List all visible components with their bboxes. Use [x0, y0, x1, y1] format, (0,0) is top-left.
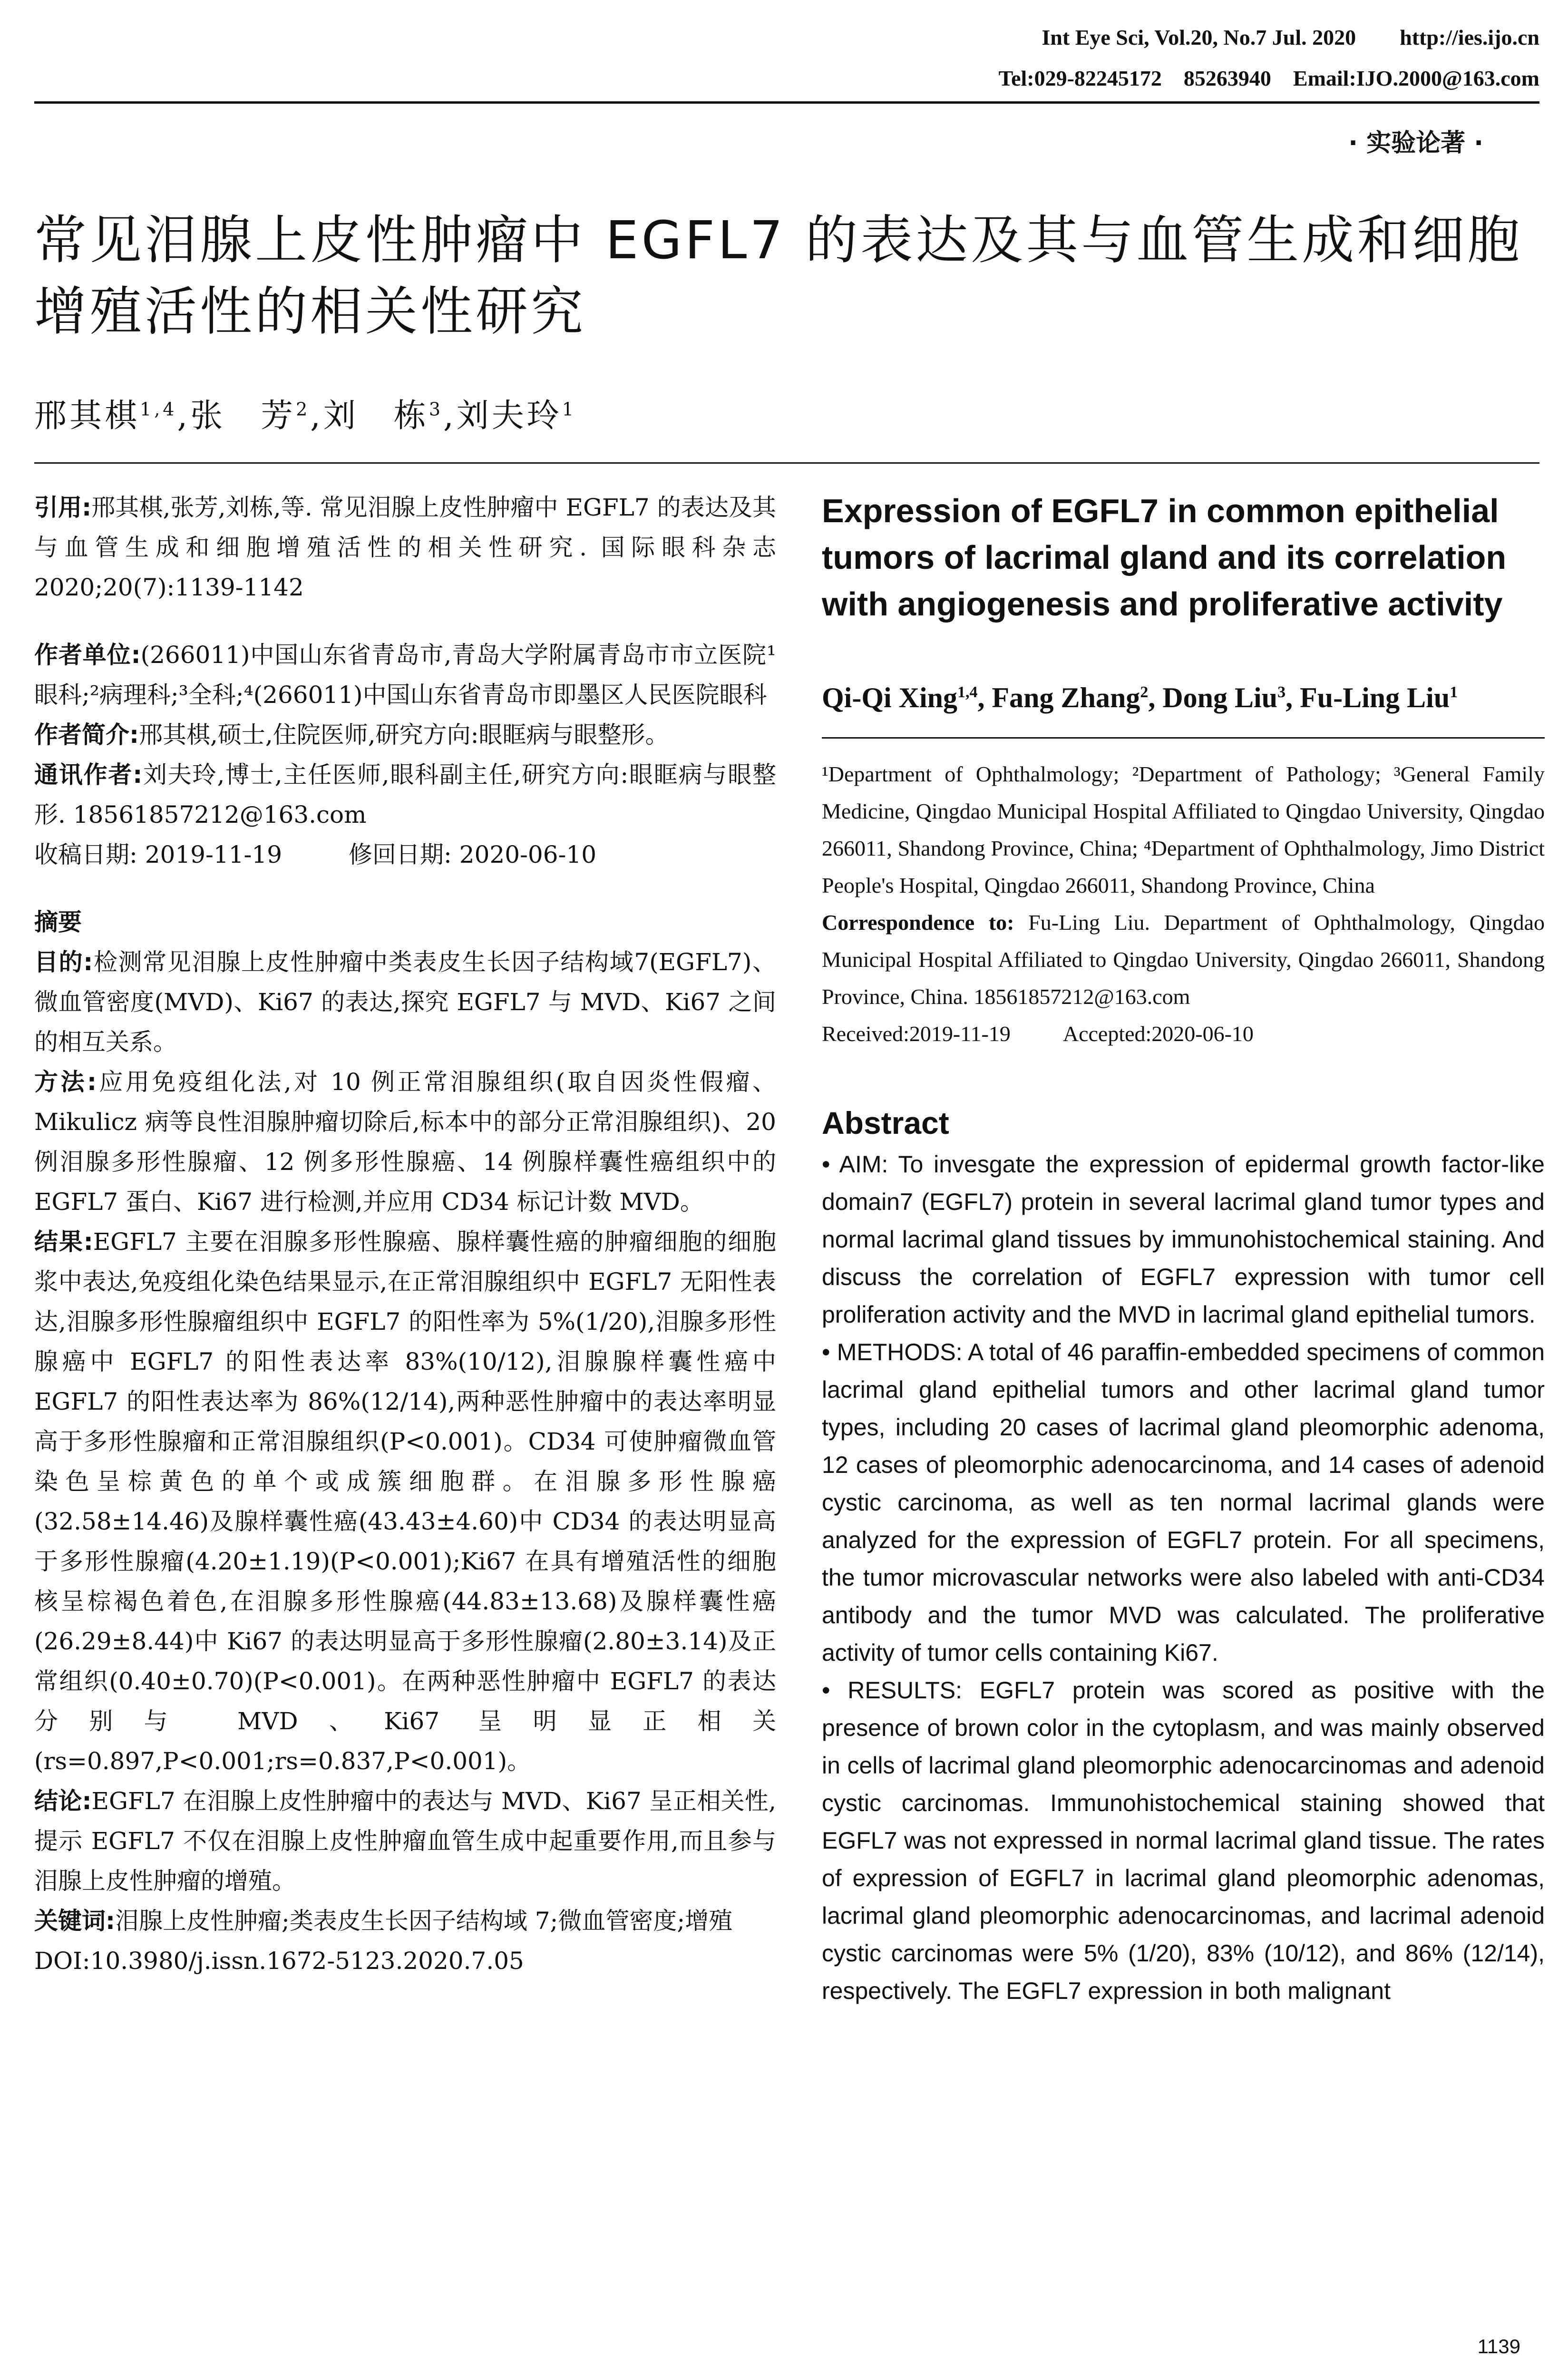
author-bio-zh: 作者简介:邢其棋,硕士,住院医师,研究方向:眼眶病与眼整形。 [34, 721, 669, 749]
doi: DOI:10.3980/j.issn.1672-5123.2020.7.05 [34, 1947, 524, 1975]
page-title-zh: 常见泪腺上皮性肿瘤中 EGFL7 的表达及其与血管生成和细胞增殖活性的相关性研究 [34, 210, 1523, 342]
left-column [34, 487, 776, 1981]
dates-en: Received:2019-11-19 Accepted:2020-06-10 [822, 1022, 1254, 1046]
header-divider [34, 101, 1539, 104]
abstract-results-en: • RESULTS: EGFL7 protein was scored as positive with the presence of brown color in the cytoplasm, and was mainly observed in cells of lacrimal gland pleomorphic adenocarcinomas and adenoid cystic carcinomas. Immunohistochemical staining showed that EGFL7 was not expressed in normal lacrimal gland tissue. The rates of expression of EGFL7 in lacrimal gland pleomorphic adenomas, lacrimal gland pleomorphic adenocarcinomas, and lacrimal adenoid cystic carcinomas were 5% (1/20), 83% (10/12), and 86% (12/14), respectively. The EGFL7 expression in both malignant [822, 1677, 1545, 2004]
keywords-zh: 关键词:泪腺上皮性肿瘤;类表皮生长因子结构域 7;微血管密度;增殖 [34, 1907, 733, 1935]
author-en: Dong Liu$^3$, [1162, 682, 1300, 713]
corresponding-author-zh: 通讯作者:刘夫玲,博士,主任医师,眼科副主任,研究方向:眼眶病与眼整形. 18561857212@163.com [34, 761, 776, 828]
author-divider-en [822, 737, 1545, 739]
page-title-en: Expression of EGFL7 in common epithelial tumors of lacrimal gland and its correlation with angiogenesis and proliferative activity [822, 492, 1507, 623]
abstract-methods-en: • METHODS: A total of 46 paraffin-embedded specimens of common lacrimal gland epithelial tumors and other lacrimal gland tumor types, including 20 cases of lacrimal gland pleomorphic adenoma, 12 cases of pleomorphic adenocarcinoma, and 14 cases of adenoid cystic carcinoma, as well as ten normal lacrimal glands were analyzed for the expression of EGFL7 protein. For all specimens, the tumor microvascular networks were also labeled with anti-CD34 antibody and the tumor MVD was calculated. The proliferative activity of tumor cells containing Ki67. [822, 1339, 1545, 1666]
author-list-en [822, 671, 1545, 719]
abstract-conclusion-zh: 结论:EGFL7 在泪腺上皮性肿瘤中的表达与 MVD、Ki67 呈正相关性,提示 EGFL7 不仅在泪腺上皮性肿瘤血管生成中起重要作用,而且参与泪腺上皮性肿瘤的增殖。 [34, 1787, 776, 1895]
section-tag: · 实验论著 · [1348, 129, 1483, 157]
author-list-zh [34, 390, 576, 436]
citation: 引用:邢其棋,张芳,刘栋,等. 常见泪腺上皮性肿瘤中 EGFL7 的表达及其与血管生成和细胞增殖活性的相关性研究. 国际眼科杂志 2020;20(7):1139-1142 [34, 494, 776, 601]
author-zh: 张 芳$^2$, [190, 397, 323, 435]
journal-header-line2: Tel:029-82245172 85263940 Email:IJO.2000@163.com [998, 66, 1539, 90]
abstract-aim-en: • AIM: To invesgate the expression of epidermal growth factor-like domain7 (EGFL7) protein in several lacrimal gland tumor types and normal lacrimal gland tissues by immunohistochemical staining. And discuss the correlation of EGFL7 expression with tumor cell proliferation activity and the MVD in lacrimal gland epithelial tumors. [822, 1151, 1545, 1328]
dates-zh: 收稿日期: 2019-11-19 修回日期: 2020-06-10 [34, 841, 597, 868]
author-affiliation-zh: 作者单位:(266011)中国山东省青岛市,青岛大学附属青岛市市立医院¹眼科;²病理科;³全科;⁴(266011)中国山东省青岛市即墨区人民医院眼科 [34, 641, 776, 709]
correspondence-en: Correspondence to: Fu-Ling Liu. Department of Ophthalmology, Qingdao Municipal Hospital Affiliated to Qingdao University, Qingdao 266011, Shandong Province, China. 18561857212@163.com [822, 910, 1545, 1009]
affiliations-en: ¹Department of Ophthalmology; ²Department of Pathology; ³General Family Medicine, Qingdao Municipal Hospital Affiliated to Qingdao University, Qingdao 266011, Shandong Province, China; ⁴Department of Ophthalmology, Jimo District People's Hospital, Qingdao 266011, Shandong Province, China [822, 762, 1545, 897]
abstract-methods-zh: 方法:应用免疫组化法,对 10 例正常泪腺组织(取自因炎性假瘤、Mikulicz 病等良性泪腺肿瘤切除后,标本中的部分正常泪腺组织)、20 例泪腺多形性腺瘤、12 例多形性腺癌、14 例腺样囊性癌组织中的 EGFL7 蛋白、Ki67 进行检测,并应用 CD34 标记计数 MVD。 [34, 1068, 777, 1216]
title-divider [34, 462, 1539, 464]
author-zh: 邢其棋$^{1,4}$, [34, 397, 191, 435]
abstract-results-zh: 结果:EGFL7 主要在泪腺多形性腺癌、腺样囊性癌的肿瘤细胞的细胞浆中表达,免疫组化染色结果显示,在正常泪腺组织中 EGFL7 无阳性表达,泪腺多形性腺瘤组织中 EGFL7 的阳性率为 5%(1/20),泪腺多形性腺癌中 EGFL7 的阳性表达率 83%(10/12),泪腺腺样囊性癌中 EGFL7 的阳性表达率为 86%(12/14),两种恶性肿瘤中的表达率明显高于多形性腺瘤和正常泪腺组织(P<0.001)。CD34 可使肿瘤微血管染色呈棕黄色的单个或成簇细胞群。在泪腺多形性腺癌(32.58±14.46)及腺样囊性癌(43.43±4.60)中 CD34 的表达明显高于多形性腺瘤(4.20±1.19)(P<0.001);Ki67 在具有增殖活性的细胞核呈棕褐色着色,在泪腺多形性腺癌(44.83±13.68)及腺样囊性癌(26.29±8.44)中 Ki67 的表达明显高于多形性腺瘤(2.80±3.14)及正常组织(0.40±0.70)(P<0.001)。在两种恶性肿瘤中 EGFL7 的表达分别与 MVD、Ki67 呈明显正相关(rs=0.897,P<0.001;rs=0.837,P<0.001)。 [34, 1228, 776, 1775]
abstract-heading-zh: 摘要 [34, 908, 82, 936]
author-zh: 刘夫玲$^1$ [456, 397, 576, 435]
right-column [822, 487, 1545, 2010]
author-en: Fu-Ling Liu$^1$ [1300, 682, 1458, 713]
page-number: 1139 [1477, 2335, 1520, 2358]
abstract-heading-en: Abstract [822, 1105, 949, 1140]
abstract-aim-zh: 目的:检测常见泪腺上皮性肿瘤中类表皮生长因子结构域7(EGFL7)、微血管密度(MVD)、Ki67 的表达,探究 EGFL7 与 MVD、Ki67 之间的相互关系。 [34, 948, 776, 1056]
author-en: Fang Zhang$^2$, [992, 682, 1163, 713]
author-en: Qi-Qi Xing$^{1,4}$, [822, 682, 992, 713]
journal-header-line1: Int Eye Sci, Vol.20, No.7 Jul. 2020 http://ies.ijo.cn [1042, 25, 1539, 49]
author-zh: 刘 栋$^3$, [323, 397, 457, 435]
